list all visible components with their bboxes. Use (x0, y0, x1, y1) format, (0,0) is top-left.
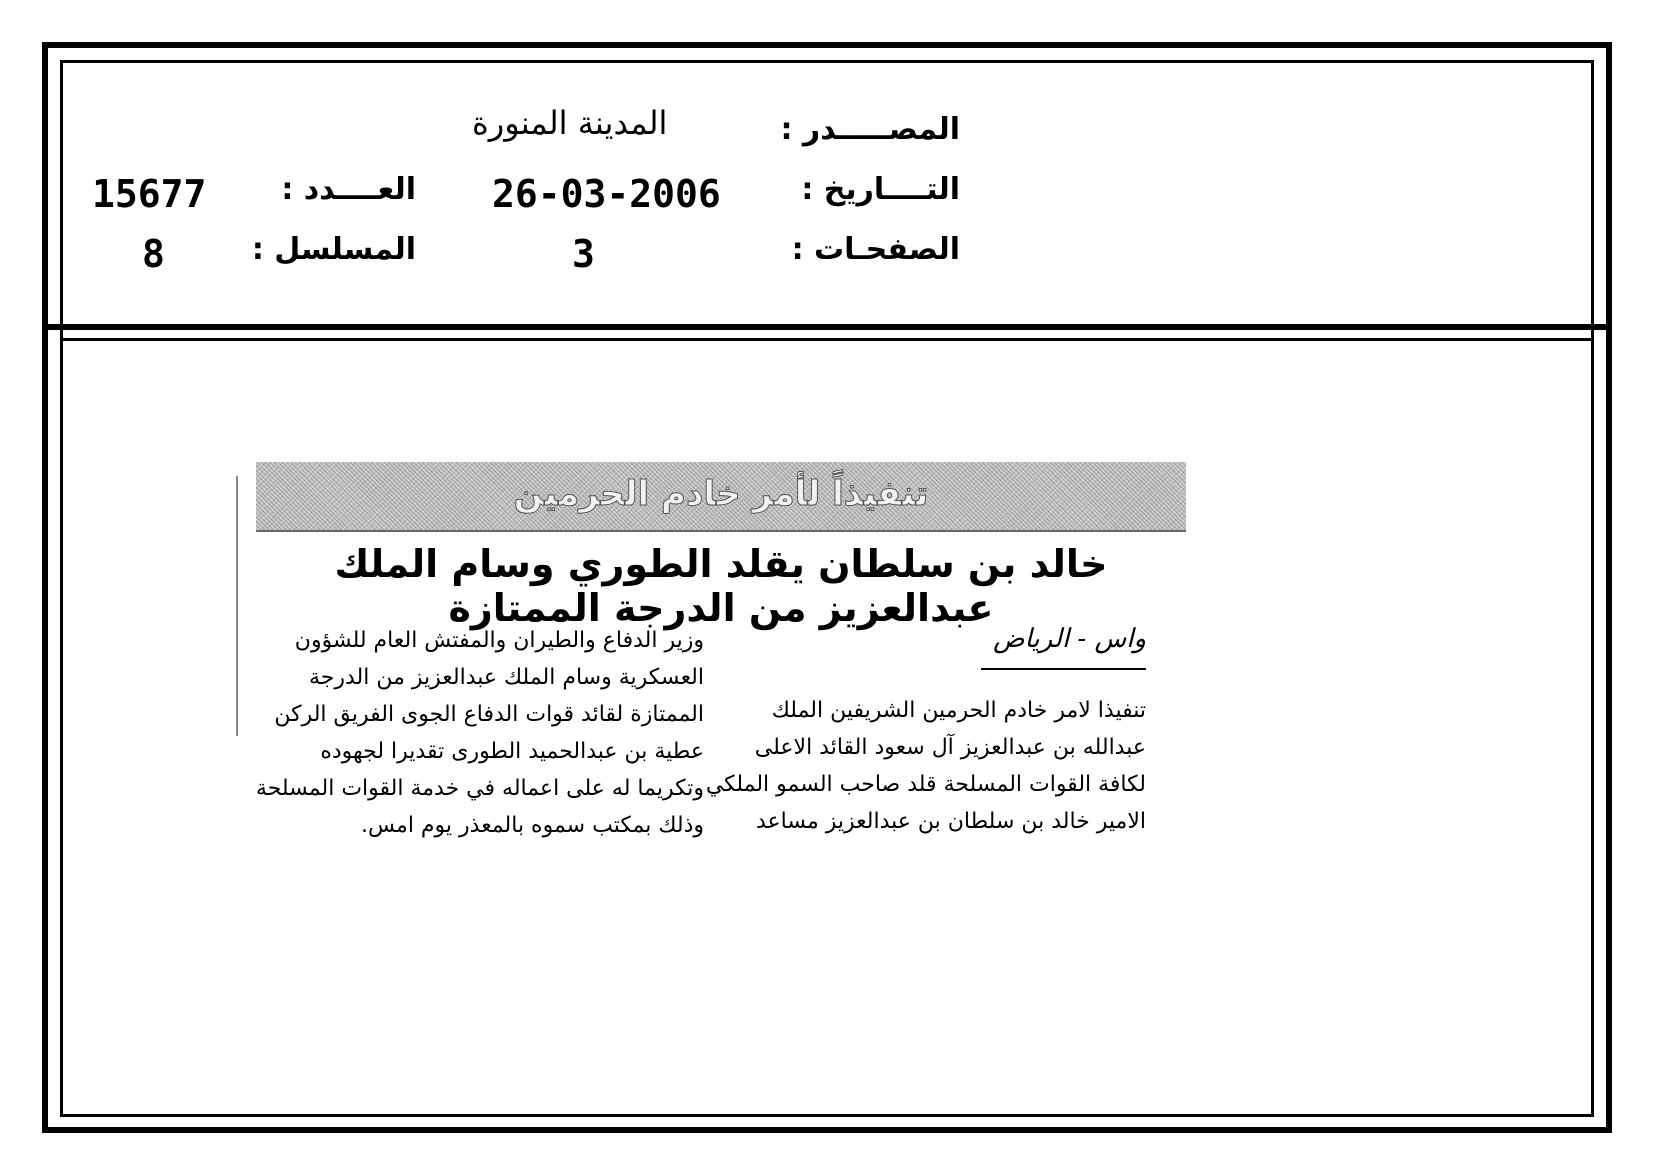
date-value: 26-03-2006 (492, 172, 721, 216)
body-line: العسكرية وسام الملك عبدالعزيز من الدرجة (308, 665, 704, 690)
body-line: الامير خالد بن سلطان بن عبدالعزيز مساعد (755, 809, 1146, 834)
body-line: وزير الدفاع والطيران والمفتش العام للشؤون (294, 628, 704, 653)
kicker-banner (256, 462, 1186, 532)
body-line: عطية بن عبدالحميد الطورى تقديرا لجهوده (320, 739, 704, 764)
newspaper-clipping (256, 462, 1186, 882)
pages-value: 3 (572, 232, 595, 276)
source-label: المصـــــدر : (780, 112, 960, 147)
byline-rule (981, 668, 1146, 670)
serial-value: 8 (142, 232, 165, 276)
pages-label: الصفحـات : (791, 232, 960, 267)
article-column-left (254, 622, 704, 844)
date-label: التــــاريخ : (801, 172, 960, 207)
body-line: تنفيذا لامر خادم الحرمين الشريفين الملك (771, 698, 1146, 723)
serial-label: المسلسل : (251, 232, 416, 267)
body-line: الممتازة لقائد قوات الدفاع الجوى الفريق الركن (274, 702, 704, 727)
clipping-cut-edge (236, 476, 238, 736)
article-column-right (706, 692, 1146, 840)
article-byline: واس - الرياض (993, 624, 1146, 654)
issue-label: العــــدد : (281, 172, 416, 207)
kicker-text: تنفيذاً لأمر خادم الحرمين (513, 474, 929, 514)
body-line: عبدالله بن عبدالعزيز آل سعود القائد الاعلى (754, 735, 1146, 760)
header-divider-inner (60, 338, 1594, 341)
article-headline: خالد بن سلطان يقلد الطوري وسام الملك عبدالعزيز من الدرجة الممتازة (334, 542, 1108, 630)
body-line: وتكريما له على اعماله في خدمة القوات المسلحة (255, 776, 704, 801)
source-value: المدينة المنورة (472, 104, 668, 142)
issue-value: 15677 (92, 172, 207, 216)
body-line: لكافة القوات المسلحة قلد صاحب السمو الملكي (705, 772, 1146, 797)
body-line: وذلك بمكتب سموه بالمعذر يوم امس. (361, 813, 704, 838)
header-divider (42, 324, 1612, 330)
